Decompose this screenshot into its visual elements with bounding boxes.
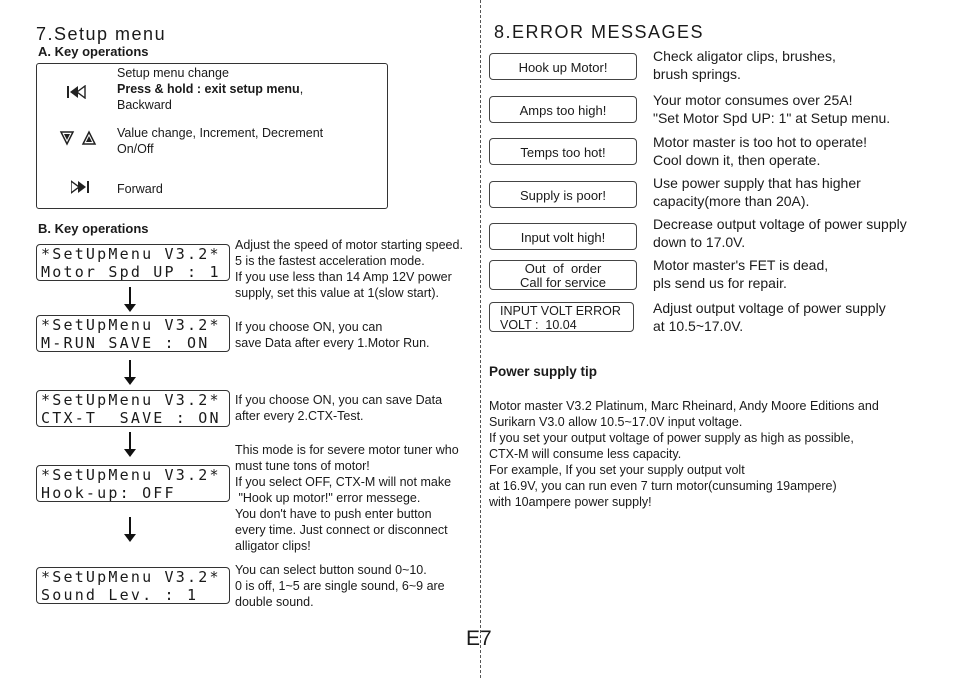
error-description	[653, 215, 953, 251]
error-description	[653, 174, 953, 210]
desc-line: save Data after every 1.Motor Run.	[235, 336, 430, 350]
desc-line: If you choose ON, you can save Data	[235, 393, 443, 407]
desc-line: This mode is for severe motor tuner who	[235, 443, 459, 457]
key-operations-box	[36, 63, 388, 209]
desc-line: Your motor consumes over 25A!	[653, 92, 853, 108]
desc-line: If you use less than 14 Amp 12V power	[235, 270, 452, 284]
error-label-box: Temps too hot!	[489, 138, 637, 165]
tip-line: at 16.9V, you can run even 7 turn motor(cunsuming 19ampere)	[489, 479, 837, 493]
lcd-line1: *SetUpMenu V3.2*	[41, 568, 221, 586]
error-description	[653, 256, 953, 292]
lcd-line2: M-RUN SAVE : ON	[41, 334, 210, 352]
desc-line: 0 is off, 1~5 are single sound, 6~9 are	[235, 579, 445, 593]
error-label-line: Call for service	[520, 275, 606, 290]
lcd-description	[235, 392, 480, 424]
lcd-line1: *SetUpMenu V3.2*	[41, 245, 221, 263]
desc-line: 5 is the fastest acceleration mode.	[235, 254, 425, 268]
tip-line: with 10ampere power supply!	[489, 495, 652, 509]
lcd-line1: *SetUpMenu V3.2*	[41, 316, 221, 334]
row1-line2	[117, 81, 303, 97]
desc-line: Adjust output voltage of power supply	[653, 300, 886, 316]
error-label-box	[489, 260, 637, 290]
tip-line: Surikarn V3.0 allow 10.5~17.0V input voltage.	[489, 415, 743, 429]
error-label-box	[489, 302, 634, 332]
error-label-line: VOLT : 10.04	[500, 318, 577, 332]
lcd-description	[235, 442, 480, 554]
setup-menu-title: 7.Setup menu	[36, 24, 167, 44]
lcd-line2: Hook-up: OFF	[41, 484, 176, 502]
arrow-down-icon	[121, 360, 139, 386]
desc-line: brush springs.	[653, 66, 741, 82]
row1-comma: ,	[299, 82, 304, 96]
error-description	[653, 299, 953, 335]
row1-bold: Press & hold : exit setup menu	[117, 82, 300, 96]
row2-line2: On/Off	[117, 142, 154, 156]
desc-line: "Hook up motor!" error messege.	[235, 491, 421, 505]
desc-line: You don't have to push enter button	[235, 507, 432, 521]
arrow-down-icon	[121, 287, 139, 313]
lcd-screen	[36, 244, 230, 281]
desc-line: at 10.5~17.0V.	[653, 318, 744, 334]
tip-line: For example, If you set your supply output volt	[489, 463, 745, 477]
desc-line: "Set Motor Spd UP: 1" at Setup menu.	[653, 110, 891, 126]
lcd-description	[235, 237, 480, 301]
row1-line1: Setup menu change	[117, 66, 229, 80]
error-label-box: Input volt high!	[489, 223, 637, 250]
page-number: E7	[466, 627, 492, 650]
lcd-line2: Sound Lev. : 1	[41, 586, 199, 604]
key-ops-b-title: B. Key operations	[38, 221, 149, 236]
row1-line3: Backward	[117, 98, 172, 112]
power-supply-tip-body	[489, 398, 949, 510]
desc-line: capacity(more than 20A).	[653, 193, 810, 209]
tip-line: If you set your output voltage of power supply as high as possible,	[489, 431, 854, 445]
desc-line: Adjust the speed of motor starting speed.	[235, 238, 463, 252]
desc-line: down to 17.0V.	[653, 234, 746, 250]
error-description	[653, 91, 953, 127]
desc-line: every time. Just connect or disconnect	[235, 523, 448, 537]
error-label-box: Amps too high!	[489, 96, 637, 123]
error-label-box: Hook up Motor!	[489, 53, 637, 80]
desc-line: pls send us for repair.	[653, 275, 787, 291]
desc-line: If you choose ON, you can	[235, 320, 383, 334]
key-ops-a-title: A. Key operations	[38, 44, 149, 59]
desc-line: Use power supply that has higher	[653, 175, 861, 191]
lcd-screen	[36, 465, 230, 502]
desc-line: Check aligator clips, brushes,	[653, 48, 836, 64]
error-label-line: Out of order	[524, 261, 602, 276]
desc-line: Cool down it, then operate.	[653, 152, 821, 168]
tip-line: CTX-M will consume less capacity.	[489, 447, 682, 461]
arrow-down-icon	[121, 517, 139, 543]
column-divider	[480, 0, 481, 678]
desc-line: supply, set this value at 1(slow start).	[235, 286, 440, 300]
tip-line: Motor master V3.2 Platinum, Marc Rheinard, Andy Moore Editions and	[489, 399, 879, 413]
desc-line: double sound.	[235, 595, 314, 609]
lcd-line1: *SetUpMenu V3.2*	[41, 391, 221, 409]
lcd-line2: CTX-T SAVE : ON	[41, 409, 221, 427]
error-label-line: INPUT VOLT ERROR	[500, 304, 621, 318]
skip-back-icon	[67, 85, 87, 99]
row3: Forward	[117, 182, 163, 196]
error-description	[653, 47, 953, 83]
lcd-screen	[36, 567, 230, 604]
lcd-description	[235, 562, 480, 610]
desc-line: alligator clips!	[235, 539, 311, 553]
desc-line: must tune tons of motor!	[235, 459, 370, 473]
lcd-line2: Motor Spd UP : 1	[41, 263, 221, 281]
desc-line: If you select OFF, CTX-M will not make	[235, 475, 452, 489]
desc-line: You can select button sound 0~10.	[235, 563, 427, 577]
lcd-line1: *SetUpMenu V3.2*	[41, 466, 221, 484]
error-label-box: Supply is poor!	[489, 181, 637, 208]
lcd-description	[235, 319, 480, 351]
lcd-screen	[36, 315, 230, 352]
row2-line1: Value change, Increment, Decrement	[117, 126, 324, 140]
desc-line: Motor master's FET is dead,	[653, 257, 829, 273]
error-messages-title: 8.ERROR MESSAGES	[494, 22, 705, 42]
error-description	[653, 133, 953, 169]
value-up-down-icon	[59, 130, 99, 146]
skip-forward-icon	[71, 180, 91, 194]
power-supply-tip-title: Power supply tip	[489, 364, 598, 379]
lcd-screen	[36, 390, 230, 427]
arrow-down-icon	[121, 432, 139, 458]
desc-line: after every 2.CTX-Test.	[235, 409, 364, 423]
desc-line: Decrease output voltage of power supply	[653, 216, 907, 232]
desc-line: Motor master is too hot to operate!	[653, 134, 867, 150]
